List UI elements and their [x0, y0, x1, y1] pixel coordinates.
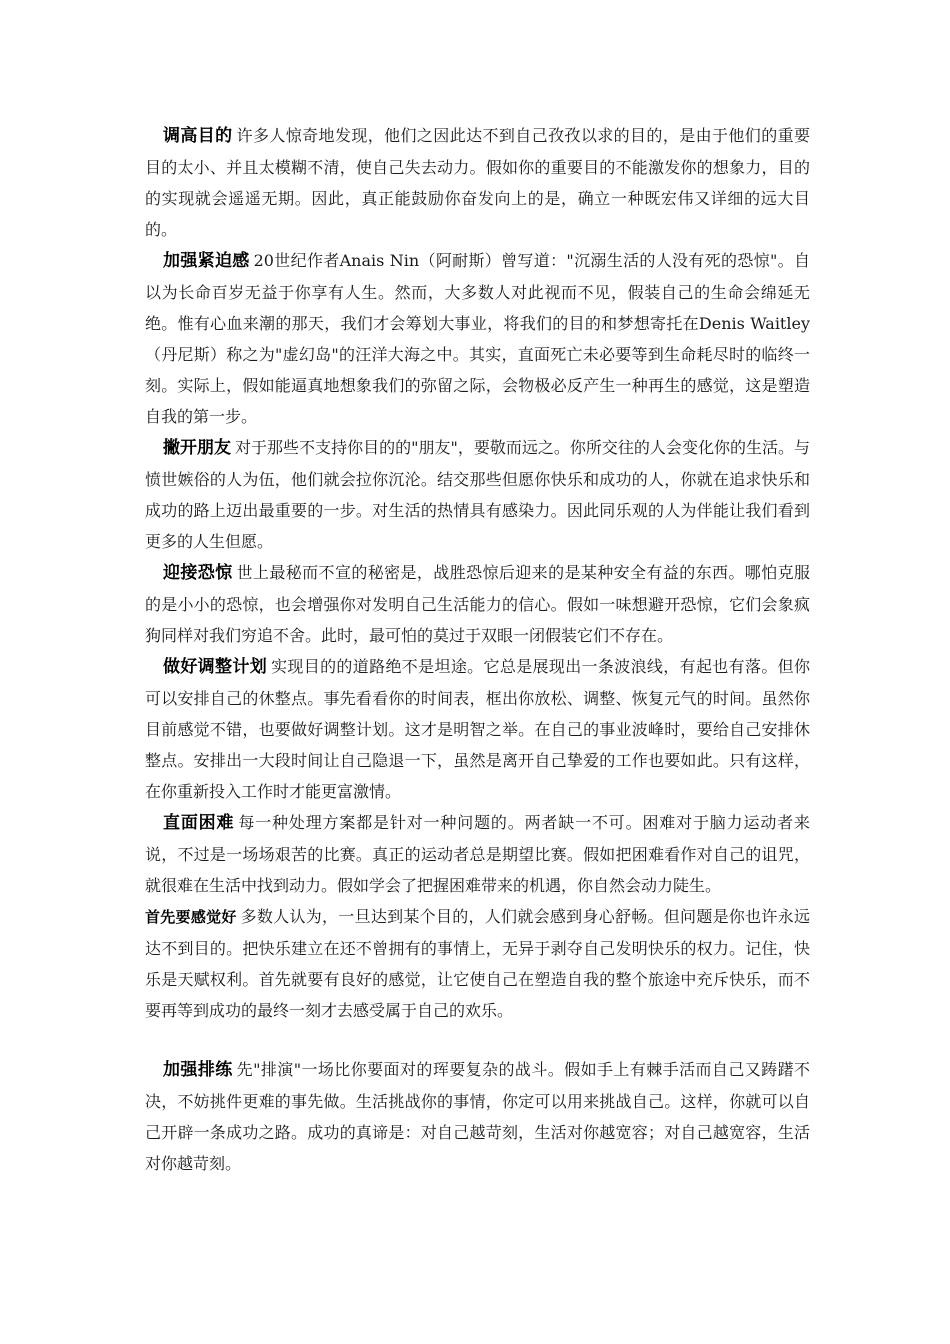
paragraph-adjust-plan: [145, 651, 810, 807]
paragraph-heading: 撇开朋友: [163, 438, 232, 458]
document-body: [145, 120, 810, 1179]
paragraph-rehearse: [145, 1054, 810, 1179]
paragraph-gap: [145, 1026, 810, 1054]
paragraph-heading: 调高目的: [163, 126, 233, 146]
paragraph-text: 先"排演"一场比你要面对的珲要复杂的战斗。假如手上有棘手活而自己又踌躇不决，不妨挑件更难的事先做。生活挑战你的事情，你定可以用来挑战自己。这样，你就可以自己开辟一条成功之路。成功的真谛是：对自己越苛刻，生活对你越宽容；对自己越宽容，生活对你越苛刻。: [145, 1060, 810, 1173]
paragraph-text: 对于那些不支持你目的的"朋友"，要敬而远之。你所交往的人会变化你的生活。与愤世嫉俗的人为伍，他们就会拉你沉沦。结交那些但愿你快乐和成功的人，你就在追求快乐和成功的路上迈出最重要的一步。对生活的热情具有感染力。因此同乐观的人为伴能让我们看到更多的人生但愿。: [145, 438, 810, 551]
paragraph-text: 许多人惊奇地发现，他们之因此达不到自己孜孜以求的目的，是由于他们的重要目的太小、并且太模糊不清，使自己失去动力。假如你的重要目的不能激发你的想象力，目的的实现就会遥遥无期。因此，真正能鼓励你奋发向上的是，确立一种既宏伟又详细的远大目的。: [145, 126, 810, 239]
paragraph-text: 多数人认为，一旦达到某个目的，人们就会感到身心舒畅。但问题是你也许永远达不到目的。把快乐建立在还不曾拥有的事情上，无异于剥夺自己发明快乐的权力。记住，快乐是天赋权利。首先就要有良好的感觉，让它使自己在塑造自我的整个旅途中充斥快乐，而不要再等到成功的最终一刻才去感受属于自己的欢乐。: [145, 907, 810, 1020]
paragraph-heading: 迎接恐惊: [163, 563, 233, 583]
paragraph-raise-goals: [145, 120, 810, 245]
paragraph-difficulty: [145, 807, 810, 901]
paragraph-heading: 直面困难: [163, 813, 235, 833]
paragraph-text: 每一种处理方案都是针对一种问题的。两者缺一不可。困难对于脑力运动者来说，不过是一场场艰苦的比赛。真正的运动者总是期望比赛。假如把困难看作对自己的诅咒，就很难在生活中找到动力。假如学会了把握困难带来的机遇，你自然会动力陡生。: [145, 813, 810, 895]
paragraph-text: 世上最秘而不宣的秘密是，战胜恐惊后迎来的是某种安全有益的东西。哪怕克服的是小小的恐惊，也会增强你对发明自己生活能力的信心。假如一味想避开恐惊，它们会象疯狗同样对我们穷追不舍。此时，最可怕的莫过于双眼一闭假装它们不存在。: [145, 563, 810, 645]
paragraph-fear: [145, 557, 810, 651]
paragraph-feel-good: [145, 901, 810, 1026]
paragraph-urgency: [145, 245, 810, 432]
paragraph-heading: 加强紧迫感: [163, 251, 250, 271]
paragraph-heading: 做好调整计划: [163, 657, 268, 677]
paragraph-friends: [145, 432, 810, 557]
paragraph-heading: 加强排练: [163, 1060, 233, 1080]
paragraph-heading: 首先要感觉好: [145, 908, 237, 926]
paragraph-text: 20世纪作者Anais Nin（阿耐斯）曾写道："沉溺生活的人没有死的恐惊"。自以为长命百岁无益于你享有人生。然而，大多数人对此视而不见，假装自己的生命会绵延无绝。惟有心血来潮的那天，我们才会筹划大事业，将我们的目的和梦想寄托在Denis Waitley（丹尼斯）称之为"虚幻岛"的汪洋大海之中。其实，直面死亡未必要等到生命耗尽时的临终一刻。实际上，假如能逼真地想象我们的弥留之际，会物极必反产生一种再生的感觉，这是塑造自我的第一步。: [145, 251, 810, 426]
paragraph-text: 实现目的的道路绝不是坦途。它总是展现出一条波浪线，有起也有落。但你可以安排自己的休整点。事先看看你的时间表，框出你放松、调整、恢复元气的时间。虽然你目前感觉不错，也要做好调整计划。这才是明智之举。在自己的事业波峰时，要给自己安排休整点。安排出一大段时间让自己隐退一下，虽然是离开自己挚爱的工作也要如此。只有这样，在你重新投入工作时才能更富激情。: [145, 657, 810, 801]
